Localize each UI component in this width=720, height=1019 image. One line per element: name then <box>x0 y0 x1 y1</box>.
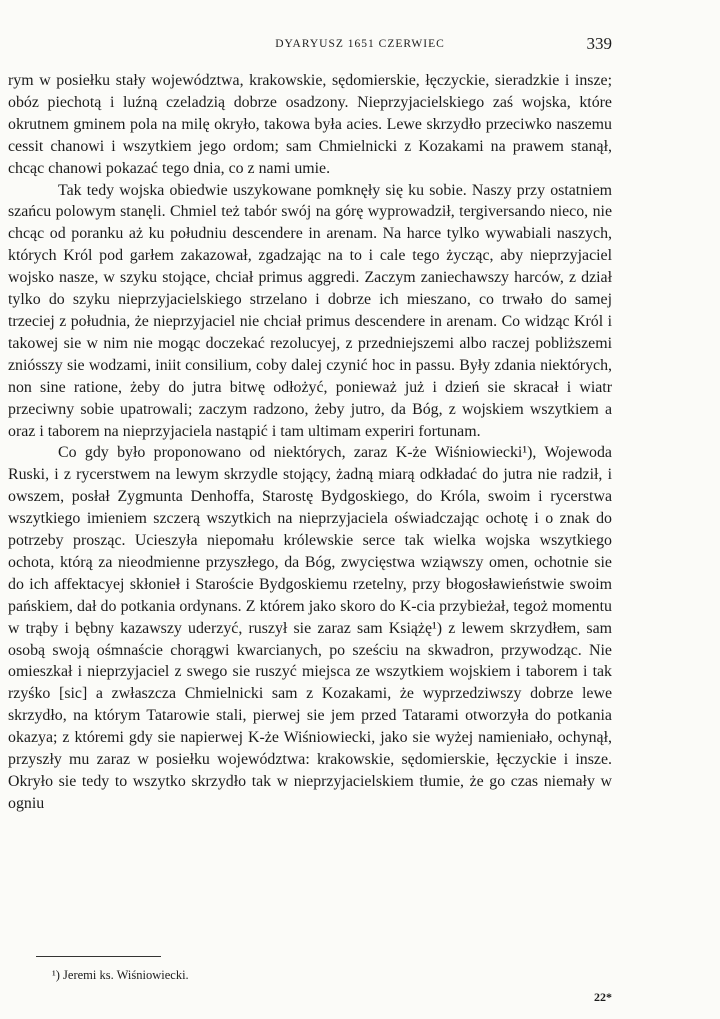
paragraph-wisniowiecki-attack: Co gdy było proponowano od niektórych, zaraz K-że Wiśniowiecki¹), Wojewoda Ruski, i z rycerstwem na lewym skrzydle stojący, żadną miarą odkładać do jutra nie radził, i owszem, posłał Zygmunta Denhoffa, Starostę Bydgoskiego, do Króla, swoim i rycerstwa wszytkiego imieniem szczerą wszytkich na nieprzyjaciela oświadczając ochotę i o znak do potrzeby prosząc. Ucieszyła niepomału królewskie serce tak wielka wojska wszytkiego ochota, którą za nieodmienne przyszłego, da Bóg, zwycięstwa wziąwszy omen, ochotnie sie do ich affektacyej skłonieł i Staroście Bydgoskiemu rzetelny, przy błogosławieństwie swoim pańskiem, dał do potkania ordynans. Z którem jako skoro do K-cia przybieżał, tegoż momentu w trąby i bębny kazawszy uderzyć, ruszył sie zaraz sam Książę¹) z lewem skrzydłem, sam osobą swoją ośmnaście chorągwi kwarcianych, po sześciu na skwadron, przywodząc. Nie omieszkał i nieprzyjaciel z swego sie ruszyć miejsca ze wszytkiem wojskiem i taborem i tak rzyśko [sic] a zwłaszcza Chmielnicki sam z Kozakami, że wyprzedziwszy dobrze lewe skrzydło, na którym Tatarowie stali, pierwej sie jem przed Tatarami otworzyła do potkania okazya; z któremi gdy sie napierwej K-że Wiśniowiecki, jako sie wyżej namieniało, ochynął, przyszły mu zaraz w posiełku województwa: krakowskie, sędomierskie, łęczyckie i insze. Okryło sie tedy to wszytko skrzydło tak w nieprzyjacielskiem tłumie, że go czas niemały w ogniu <box>8 444 612 812</box>
footnote: ¹) Jeremi ks. Wiśniowiecki. <box>52 968 189 982</box>
footnote-rule <box>36 956 161 957</box>
body-text <box>8 70 612 815</box>
paragraph-continuation: rym w posiełku stały województwa, krakowskie, sędomierskie, łęczyckie, sieradzkie i insze; obóz piechotą i luźną czeladzią dobrze osadzony. Nieprzyjacielskiego zaś wojska, które okrutnem gminem pola na milę okryło, takowa była acies. Lewe skrzydło przeciwko naszemu cessit chanowi i wszytkiem jego ordom; sam Chmielnicki z Kozakami na prawem stanął, chcąc chanowi pokazać tego dnia, co z nami umie. <box>8 72 612 177</box>
page-number: 339 <box>586 34 612 53</box>
running-head: DYARYUSZ 1651 CZERWIEC <box>275 38 445 50</box>
printer-signature: 22* <box>594 990 612 1004</box>
page-header <box>0 34 720 58</box>
paragraph-armies-advance: Tak tedy wojska obiedwie uszykowane pomknęły się ku sobie. Naszy przy ostatniem szańcu polowym stanęli. Chmiel też tabór swój na górę wyprowadził, tergiversando nieco, nie chcąc od poranku aż ku południu descendere in arenam. Na harce tylko wywabiali naszych, których Król pod garłem zakazował, zgadzając na to i cale tego życząc, aby nieprzyjaciel wojsko nasze, w szyku stojące, chciał primus aggredi. Zaczym zaniechawszy harców, z dział tylko do szyku nieprzyjacielskiego strzelano i dobrze ich mieszano, co trwało do samej trzeciej z południa, że nieprzyjaciel nie chciał primus descendere in arenam. Co widząc Król i takowej sie w nim nie mogąc doczekać rezolucyej, z przedniejszemi albo raczej pobliższemi zniósszy sie wodzami, iniit consilium, coby dalej czynić hoc in passu. Były zdania niektórych, non sine ratione, żeby do jutra bitwę odłożyć, ponieważ już i dzień sie skracał i wiatr przeciwny sobie upatrowali; zaczym radzono, żeby jutro, da Bóg, z wojskiem wszytkiem a oraz i taborem na nieprzyjaciela nastąpić i tam ultimam experiri fortunam. <box>8 181 612 440</box>
